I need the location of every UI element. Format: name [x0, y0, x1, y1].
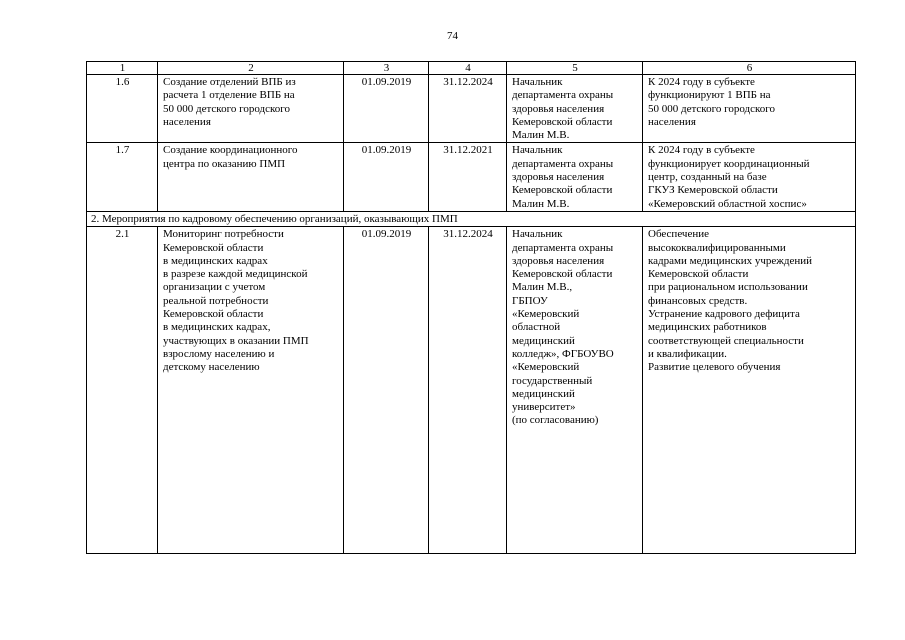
table-row: [87, 227, 856, 554]
expected-result: Обеспечение высококвалифицированными кадрами медицинских учреждений Кемеровской области при рациональном использовании финансовых средств. Устранение кадрового дефицита медицинских работников соответствующей специальности и квалификации. Развитие целевого обучения: [643, 227, 856, 554]
expected-result: К 2024 году в субъекте функционируют 1 ВПБ на 50 000 детского городского населения: [643, 75, 856, 143]
start-date: 01.09.2019: [344, 227, 429, 554]
item-number: 1.7: [87, 143, 158, 211]
column-header-1: 1: [87, 62, 158, 75]
responsible-party: Начальник департамента охраны здоровья населения Кемеровской области Малин М.В.: [507, 75, 643, 143]
end-date: 31.12.2024: [429, 75, 507, 143]
column-header-5: 5: [507, 62, 643, 75]
start-date: 01.09.2019: [344, 75, 429, 143]
expected-result: К 2024 году в субъекте функционирует координационный центр, созданный на базе ГКУЗ Кемеровской области «Кемеровский областной хоспис»: [643, 143, 856, 211]
activity-name: Мониторинг потребности Кемеровской области в медицинских кадрах в разрезе каждой медицинской организации с учетом реальной потребности Кемеровской области в медицинских кадрах, участвующих в оказании ПМП взрослому населению и детскому населению: [158, 227, 344, 554]
activity-name: Создание отделений ВПБ из расчета 1 отделение ВПБ на 50 000 детского городского населения: [158, 75, 344, 143]
section-heading-row: [87, 211, 856, 226]
column-number-row: [87, 62, 856, 75]
responsible-party: Начальник департамента охраны здоровья населения Кемеровской области Малин М.В.: [507, 143, 643, 211]
table-row: [87, 143, 856, 211]
column-header-6: 6: [643, 62, 856, 75]
section-heading: 2. Мероприятия по кадровому обеспечению организаций, оказывающих ПМП: [87, 211, 856, 226]
column-header-4: 4: [429, 62, 507, 75]
activity-plan-table: [86, 61, 856, 554]
item-number: 2.1: [87, 227, 158, 554]
page-number: 74: [447, 30, 458, 42]
column-header-2: 2: [158, 62, 344, 75]
start-date: 01.09.2019: [344, 143, 429, 211]
item-number: 1.6: [87, 75, 158, 143]
table-row: [87, 75, 856, 143]
end-date: 31.12.2021: [429, 143, 507, 211]
activity-name: Создание координационного центра по оказанию ПМП: [158, 143, 344, 211]
column-header-3: 3: [344, 62, 429, 75]
end-date: 31.12.2024: [429, 227, 507, 554]
responsible-party: Начальник департамента охраны здоровья населения Кемеровской области Малин М.В., ГБПОУ «Кемеровский областной медицинский колледж», ФГБОУВО «Кемеровский государственный медицинский университет» (по согласованию): [507, 227, 643, 554]
